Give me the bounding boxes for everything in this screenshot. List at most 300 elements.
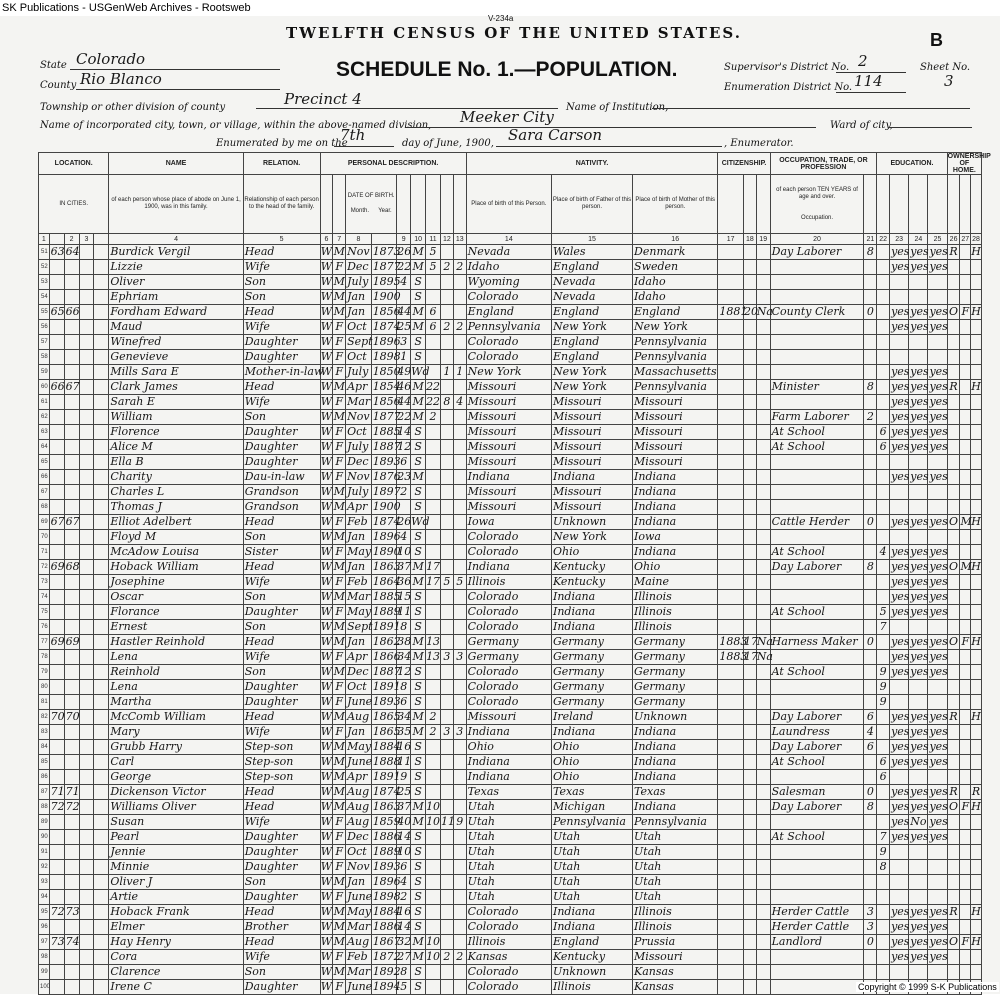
cell-natz: [756, 470, 770, 485]
cell-sex: M: [333, 935, 345, 948]
cell-occupation: At School: [770, 830, 864, 845]
cell-immig: [718, 470, 744, 485]
cell-color: W: [320, 740, 333, 753]
cell-yrs-married: 10: [426, 935, 441, 948]
cell-birth-mother: Indiana: [633, 500, 718, 515]
cell-natz: [756, 740, 770, 755]
cell-free: [960, 785, 971, 800]
cell-dwelling: [49, 770, 64, 785]
cell-relation: Wife: [243, 260, 320, 275]
cell-birth-father: Unknown: [551, 515, 632, 530]
county-value: Rio Blanco: [80, 70, 162, 88]
cell-yrs-us: [743, 605, 756, 620]
cell-sex: M: [333, 710, 345, 723]
cell-family: [64, 695, 79, 710]
cell-read: [890, 680, 909, 695]
cell-color: W: [320, 455, 333, 468]
cell-relation: Wife: [243, 650, 320, 665]
cell-children-living: [453, 920, 466, 935]
cell-color: W: [320, 620, 333, 633]
cell-month: Oct: [346, 350, 372, 365]
cell-children-born: [440, 425, 453, 440]
cell-farm: [971, 485, 982, 500]
cell-months-unemp: 8: [864, 800, 877, 815]
cell-birth-father: Indiana: [551, 620, 632, 635]
cell-marital: S: [411, 500, 426, 515]
cell-birth-mother: Utah: [633, 860, 718, 875]
cell-name: Ephriam: [109, 290, 243, 305]
cell-school: [877, 965, 890, 980]
cell-birth-mother: Ohio: [633, 560, 718, 575]
cell-months-unemp: 3: [864, 905, 877, 920]
cell-sex: F: [333, 395, 346, 410]
cell-english: yes: [929, 740, 948, 753]
cell-own: [947, 545, 960, 560]
cell-months-unemp: 6: [864, 740, 877, 755]
cell-free: [960, 425, 971, 440]
cell-sex: F: [333, 320, 346, 335]
cell-school: [877, 740, 890, 755]
cell-school: [877, 815, 890, 830]
empty-cell: [94, 635, 109, 650]
cell-birth-person: Colorado: [466, 965, 551, 980]
cell-name: Susan: [109, 815, 243, 830]
cell-family: [64, 410, 79, 425]
schedule-title: SCHEDULE No. 1.—POPULATION.: [336, 58, 678, 81]
cell-children-born: [440, 965, 453, 980]
cell-name: Elmer: [109, 920, 243, 935]
cell-yrs-married: [426, 605, 441, 620]
cell-school: [877, 350, 890, 365]
cell-sex: F: [333, 545, 346, 560]
cell-own: [947, 275, 960, 290]
cell-marital: S: [411, 425, 426, 440]
cell-color: W: [320, 695, 333, 708]
cell-children-living: [453, 275, 466, 290]
cell-birth-mother: Germany: [633, 695, 718, 710]
cell-occupation: [770, 335, 864, 350]
cell-farm: [971, 890, 982, 905]
cell-children-born: [440, 590, 453, 605]
cell-birth-father: Utah: [551, 875, 632, 890]
cell-name: William: [109, 410, 243, 425]
cell-year: 1884: [372, 740, 401, 753]
cell-month: Apr: [346, 650, 372, 665]
cell-children-living: [453, 380, 466, 395]
sheet-value: 3: [944, 72, 954, 90]
cell-age: 34: [397, 710, 412, 723]
cell-own: [947, 650, 960, 665]
cell-marital: M: [412, 560, 424, 573]
cell-line: 62: [39, 410, 50, 425]
cell-line: 53: [39, 275, 50, 290]
cell-dwelling: 63: [50, 245, 65, 258]
cell-yrs-married: [426, 530, 441, 545]
table-row: [39, 590, 982, 605]
cell-birth-mother: Germany: [633, 680, 718, 695]
cell-natz: [756, 800, 770, 815]
cell-immig: [718, 980, 744, 995]
cell-english: yes: [929, 920, 948, 933]
cell-children-born: [440, 920, 453, 935]
cell-sex: F: [333, 815, 346, 830]
cell-marital: Wd: [411, 515, 430, 528]
cell-write: yes: [910, 935, 929, 948]
cell-name: Cora: [109, 950, 243, 965]
cell-english: yes: [929, 260, 948, 273]
empty-cell: [94, 485, 109, 500]
cell-own: [947, 965, 960, 980]
cell-own: [947, 680, 960, 695]
cell-yrs-us: [743, 770, 756, 785]
cell-name: McComb William: [109, 710, 243, 725]
cell-color: W: [320, 950, 333, 963]
cell-farm: H: [971, 710, 981, 723]
table-row: [39, 905, 982, 920]
table-row: [39, 470, 982, 485]
cell-dwelling: [49, 755, 64, 770]
cell-sex: M: [333, 590, 345, 603]
state-value: Colorado: [76, 50, 146, 68]
cell-read: [890, 845, 909, 860]
cell-yrs-married: 17: [426, 560, 441, 573]
cell-color: W: [320, 485, 333, 498]
cell-yrs-married: [426, 620, 441, 635]
cell-read: yes: [891, 425, 910, 438]
cell-color: W: [320, 515, 333, 528]
cell-occupation: Herder Cattle: [770, 905, 864, 920]
empty-cell: [79, 425, 94, 440]
cell-birth-father: Kentucky: [551, 575, 632, 590]
cell-free: [960, 905, 971, 920]
cell-dwelling: [49, 395, 64, 410]
cell-name: Lena: [109, 650, 243, 665]
cell-immig: [718, 830, 744, 845]
cell-write: [909, 860, 928, 875]
cell-children-living: [453, 470, 466, 485]
cell-immig: [718, 860, 744, 875]
cell-yrs-married: [426, 290, 441, 305]
cell-age: 2: [397, 485, 411, 500]
empty-cell: [94, 380, 109, 395]
cell-yrs-married: 5: [426, 245, 441, 260]
cell-birth-father: Indiana: [551, 590, 632, 605]
cell-months-unemp: [864, 290, 877, 305]
cell-dwelling: [49, 440, 64, 455]
source-banner-text: SK Publications - USGenWeb Archives - Rootsweb: [2, 2, 251, 14]
cell-birth-mother: Prussia: [633, 935, 718, 950]
cell-birth-person: Utah: [466, 890, 551, 905]
cell-months-unemp: [864, 605, 877, 620]
cell-dwelling: [49, 620, 64, 635]
cell-write: yes: [910, 515, 929, 528]
empty-cell: [94, 455, 109, 470]
cell-birth-person: Colorado: [466, 665, 551, 680]
cell-occupation: [770, 275, 864, 290]
cell-color: W: [320, 665, 333, 678]
cell-dwelling: [49, 725, 64, 740]
cell-birth-mother: England: [633, 305, 718, 320]
cell-color: W: [320, 650, 333, 663]
cell-month: Aug: [346, 815, 372, 830]
cell-own: [947, 605, 960, 620]
cell-months-unemp: [864, 470, 877, 485]
cell-name: Minnie: [109, 860, 243, 875]
cell-months-unemp: [864, 620, 877, 635]
cell-natz: [756, 545, 770, 560]
cell-sex: F: [333, 845, 346, 860]
cell-occupation: Laundress: [770, 725, 864, 740]
cell-birth-mother: Maine: [633, 575, 718, 590]
cell-english: [928, 275, 947, 290]
cell-occupation: [770, 395, 864, 410]
cell-children-born: [440, 245, 453, 260]
cell-occupation: [770, 680, 864, 695]
cell-birth-mother: Germany: [633, 665, 718, 680]
cell-yrs-married: [426, 890, 441, 905]
cell-own: [947, 470, 960, 485]
cell-natz: [756, 905, 770, 920]
cell-occupation: [770, 350, 864, 365]
cell-birth-father: Utah: [551, 845, 632, 860]
cell-birth-father: New York: [551, 530, 632, 545]
cell-natz: [756, 455, 770, 470]
cell-yrs-married: [426, 905, 441, 920]
cell-birth-father: Ohio: [551, 755, 632, 770]
cell-relation: Daughter: [243, 890, 320, 905]
cell-age: 26: [397, 515, 412, 528]
cell-immig: [718, 350, 744, 365]
cell-birth-father: Missouri: [551, 485, 632, 500]
cell-natz: [756, 710, 770, 725]
cell-farm: H: [971, 635, 981, 648]
cell-color: W: [320, 530, 333, 543]
empty-cell: [94, 335, 109, 350]
cell-month: Jan: [346, 290, 372, 305]
cell-children-born: 2: [440, 260, 453, 275]
cell-family: [64, 860, 79, 875]
cell-farm: [971, 470, 982, 485]
empty-cell: [94, 800, 109, 815]
cell-sex: F: [333, 365, 346, 380]
cell-children-living: [453, 560, 466, 575]
cell-english: [928, 890, 947, 905]
empty-cell: [94, 785, 109, 800]
cell-yrs-us: [743, 890, 756, 905]
cell-birth-person: Missouri: [466, 380, 551, 395]
empty-cell: [79, 275, 94, 290]
cell-birth-mother: Utah: [633, 890, 718, 905]
cell-marital: S: [411, 620, 426, 635]
group-nativity: NATIVITY.: [466, 153, 718, 175]
cell-english: yes: [929, 305, 948, 318]
cell-read: yes: [891, 725, 910, 738]
cell-birth-father: Ohio: [551, 545, 632, 560]
cell-school: 4: [877, 545, 890, 560]
cell-year: 1866: [372, 650, 401, 663]
cell-line: 84: [39, 740, 50, 755]
cell-immig: [718, 785, 744, 800]
cell-birth-person: Missouri: [466, 395, 551, 410]
cell-months-unemp: [864, 860, 877, 875]
cell-sex: F: [333, 725, 346, 740]
cell-yrs-us: [743, 470, 756, 485]
cell-occupation: [770, 950, 864, 965]
empty-cell: [79, 260, 94, 275]
cell-sex: F: [333, 650, 346, 665]
cell-free: [960, 815, 971, 830]
cell-children-born: [440, 740, 453, 755]
cell-occupation: At School: [770, 605, 864, 620]
cell-immig: 1881: [719, 305, 748, 318]
cell-school: 9: [877, 845, 890, 860]
cell-birth-person: Missouri: [466, 440, 551, 455]
cell-name: Charity: [109, 470, 243, 485]
cell-family: [64, 455, 79, 470]
cell-marital: S: [411, 455, 426, 470]
cell-name: Hoback Frank: [109, 905, 243, 920]
cell-read: yes: [891, 380, 910, 393]
cell-school: [877, 290, 890, 305]
empty-cell: [94, 935, 109, 950]
cell-month: Aug: [346, 785, 372, 800]
cell-yrs-married: [426, 350, 441, 365]
cell-age: 46: [397, 380, 412, 393]
cell-english: yes: [929, 380, 948, 393]
cell-relation: Daughter: [243, 425, 320, 440]
empty-cell: [94, 290, 109, 305]
group-name: NAME: [109, 153, 243, 175]
cell-children-living: [453, 335, 466, 350]
cell-birth-person: Germany: [466, 635, 551, 650]
empty-cell: [79, 875, 94, 890]
cell-yrs-us: [743, 260, 756, 275]
cell-birth-person: Wyoming: [466, 275, 551, 290]
cell-months-unemp: [864, 335, 877, 350]
cell-write: [909, 680, 928, 695]
cell-line: 88: [39, 800, 50, 815]
cell-english: yes: [929, 425, 948, 438]
cell-color: W: [320, 380, 333, 393]
cell-family: [64, 395, 79, 410]
cell-birth-father: Germany: [551, 665, 632, 680]
cell-write: [909, 845, 928, 860]
cell-birth-mother: Unknown: [633, 710, 718, 725]
cell-english: yes: [929, 650, 948, 663]
cell-color: W: [320, 365, 333, 378]
cell-english: yes: [929, 545, 948, 558]
cell-english: yes: [929, 635, 948, 648]
cell-write: [909, 530, 928, 545]
cell-marital: M: [412, 635, 424, 648]
cell-children-born: [440, 410, 453, 425]
table-row: [39, 320, 982, 335]
cell-immig: [718, 365, 744, 380]
cell-english: yes: [929, 725, 948, 738]
cell-birth-mother: Indiana: [633, 515, 718, 530]
cell-year: 1874: [372, 515, 401, 528]
township-value: Precinct 4: [284, 90, 362, 108]
cell-farm: [971, 650, 982, 665]
table-row: [39, 455, 982, 470]
cell-year: 1856: [372, 395, 401, 408]
cell-natz: [756, 695, 770, 710]
cell-free: M: [960, 560, 972, 573]
cell-line: 59: [39, 365, 50, 380]
header-children-living: [453, 175, 466, 234]
cell-year: 1865: [372, 710, 401, 723]
cell-yrs-us: [743, 920, 756, 935]
cell-immig: [718, 560, 744, 575]
cell-months-unemp: [864, 365, 877, 380]
cell-yrs-us: [743, 980, 756, 995]
cell-birth-father: England: [551, 260, 632, 275]
cell-read: [890, 485, 909, 500]
occupation-label: Occupation.: [801, 214, 834, 221]
cell-free: [960, 320, 971, 335]
empty-cell: [79, 335, 94, 350]
cell-color: W: [320, 290, 333, 303]
cell-age: 14: [397, 425, 412, 438]
cell-color: W: [320, 425, 333, 438]
empty-cell: [79, 920, 94, 935]
cell-relation: Head: [243, 710, 320, 725]
cell-read: [890, 860, 909, 875]
cell-write: yes: [910, 440, 929, 453]
cell-marital: S: [411, 770, 426, 785]
table-row: [39, 785, 982, 800]
cell-school: 8: [877, 860, 890, 875]
column-number: [49, 234, 64, 245]
empty-cell: [94, 860, 109, 875]
cell-occupation: [770, 965, 864, 980]
cell-color: W: [320, 905, 333, 918]
cell-dwelling: 66: [50, 380, 65, 393]
cell-yrs-us: [743, 620, 756, 635]
cell-relation: Daughter: [243, 605, 320, 620]
cell-occupation: [770, 620, 864, 635]
cell-birth-father: Utah: [551, 860, 632, 875]
cell-occupation: [770, 485, 864, 500]
cell-natz: [756, 665, 770, 680]
header-can-read: [890, 175, 909, 234]
cell-children-born: 5: [440, 575, 453, 590]
cell-line: 73: [39, 575, 50, 590]
empty-cell: [79, 320, 94, 335]
empty-cell: [79, 395, 94, 410]
cell-family: [64, 320, 79, 335]
cell-age: 4: [397, 275, 411, 290]
cell-free: [960, 455, 971, 470]
cell-farm: [971, 830, 982, 845]
cell-color: W: [320, 920, 333, 933]
cell-month: June: [347, 890, 373, 903]
cell-write: yes: [910, 560, 929, 573]
cell-read: yes: [891, 665, 910, 678]
cell-relation: Daughter: [243, 830, 320, 845]
cell-own: [947, 890, 960, 905]
cell-month: May: [347, 740, 372, 753]
cell-month: July: [346, 485, 372, 500]
cell-children-born: [440, 785, 453, 800]
cell-farm: [971, 275, 982, 290]
cell-english: [928, 620, 947, 635]
cell-age: 38: [397, 635, 412, 648]
cell-dwelling: [49, 860, 64, 875]
cell-color: W: [320, 935, 333, 948]
cell-birth-father: Indiana: [551, 470, 632, 485]
cell-sex: M: [333, 875, 345, 888]
